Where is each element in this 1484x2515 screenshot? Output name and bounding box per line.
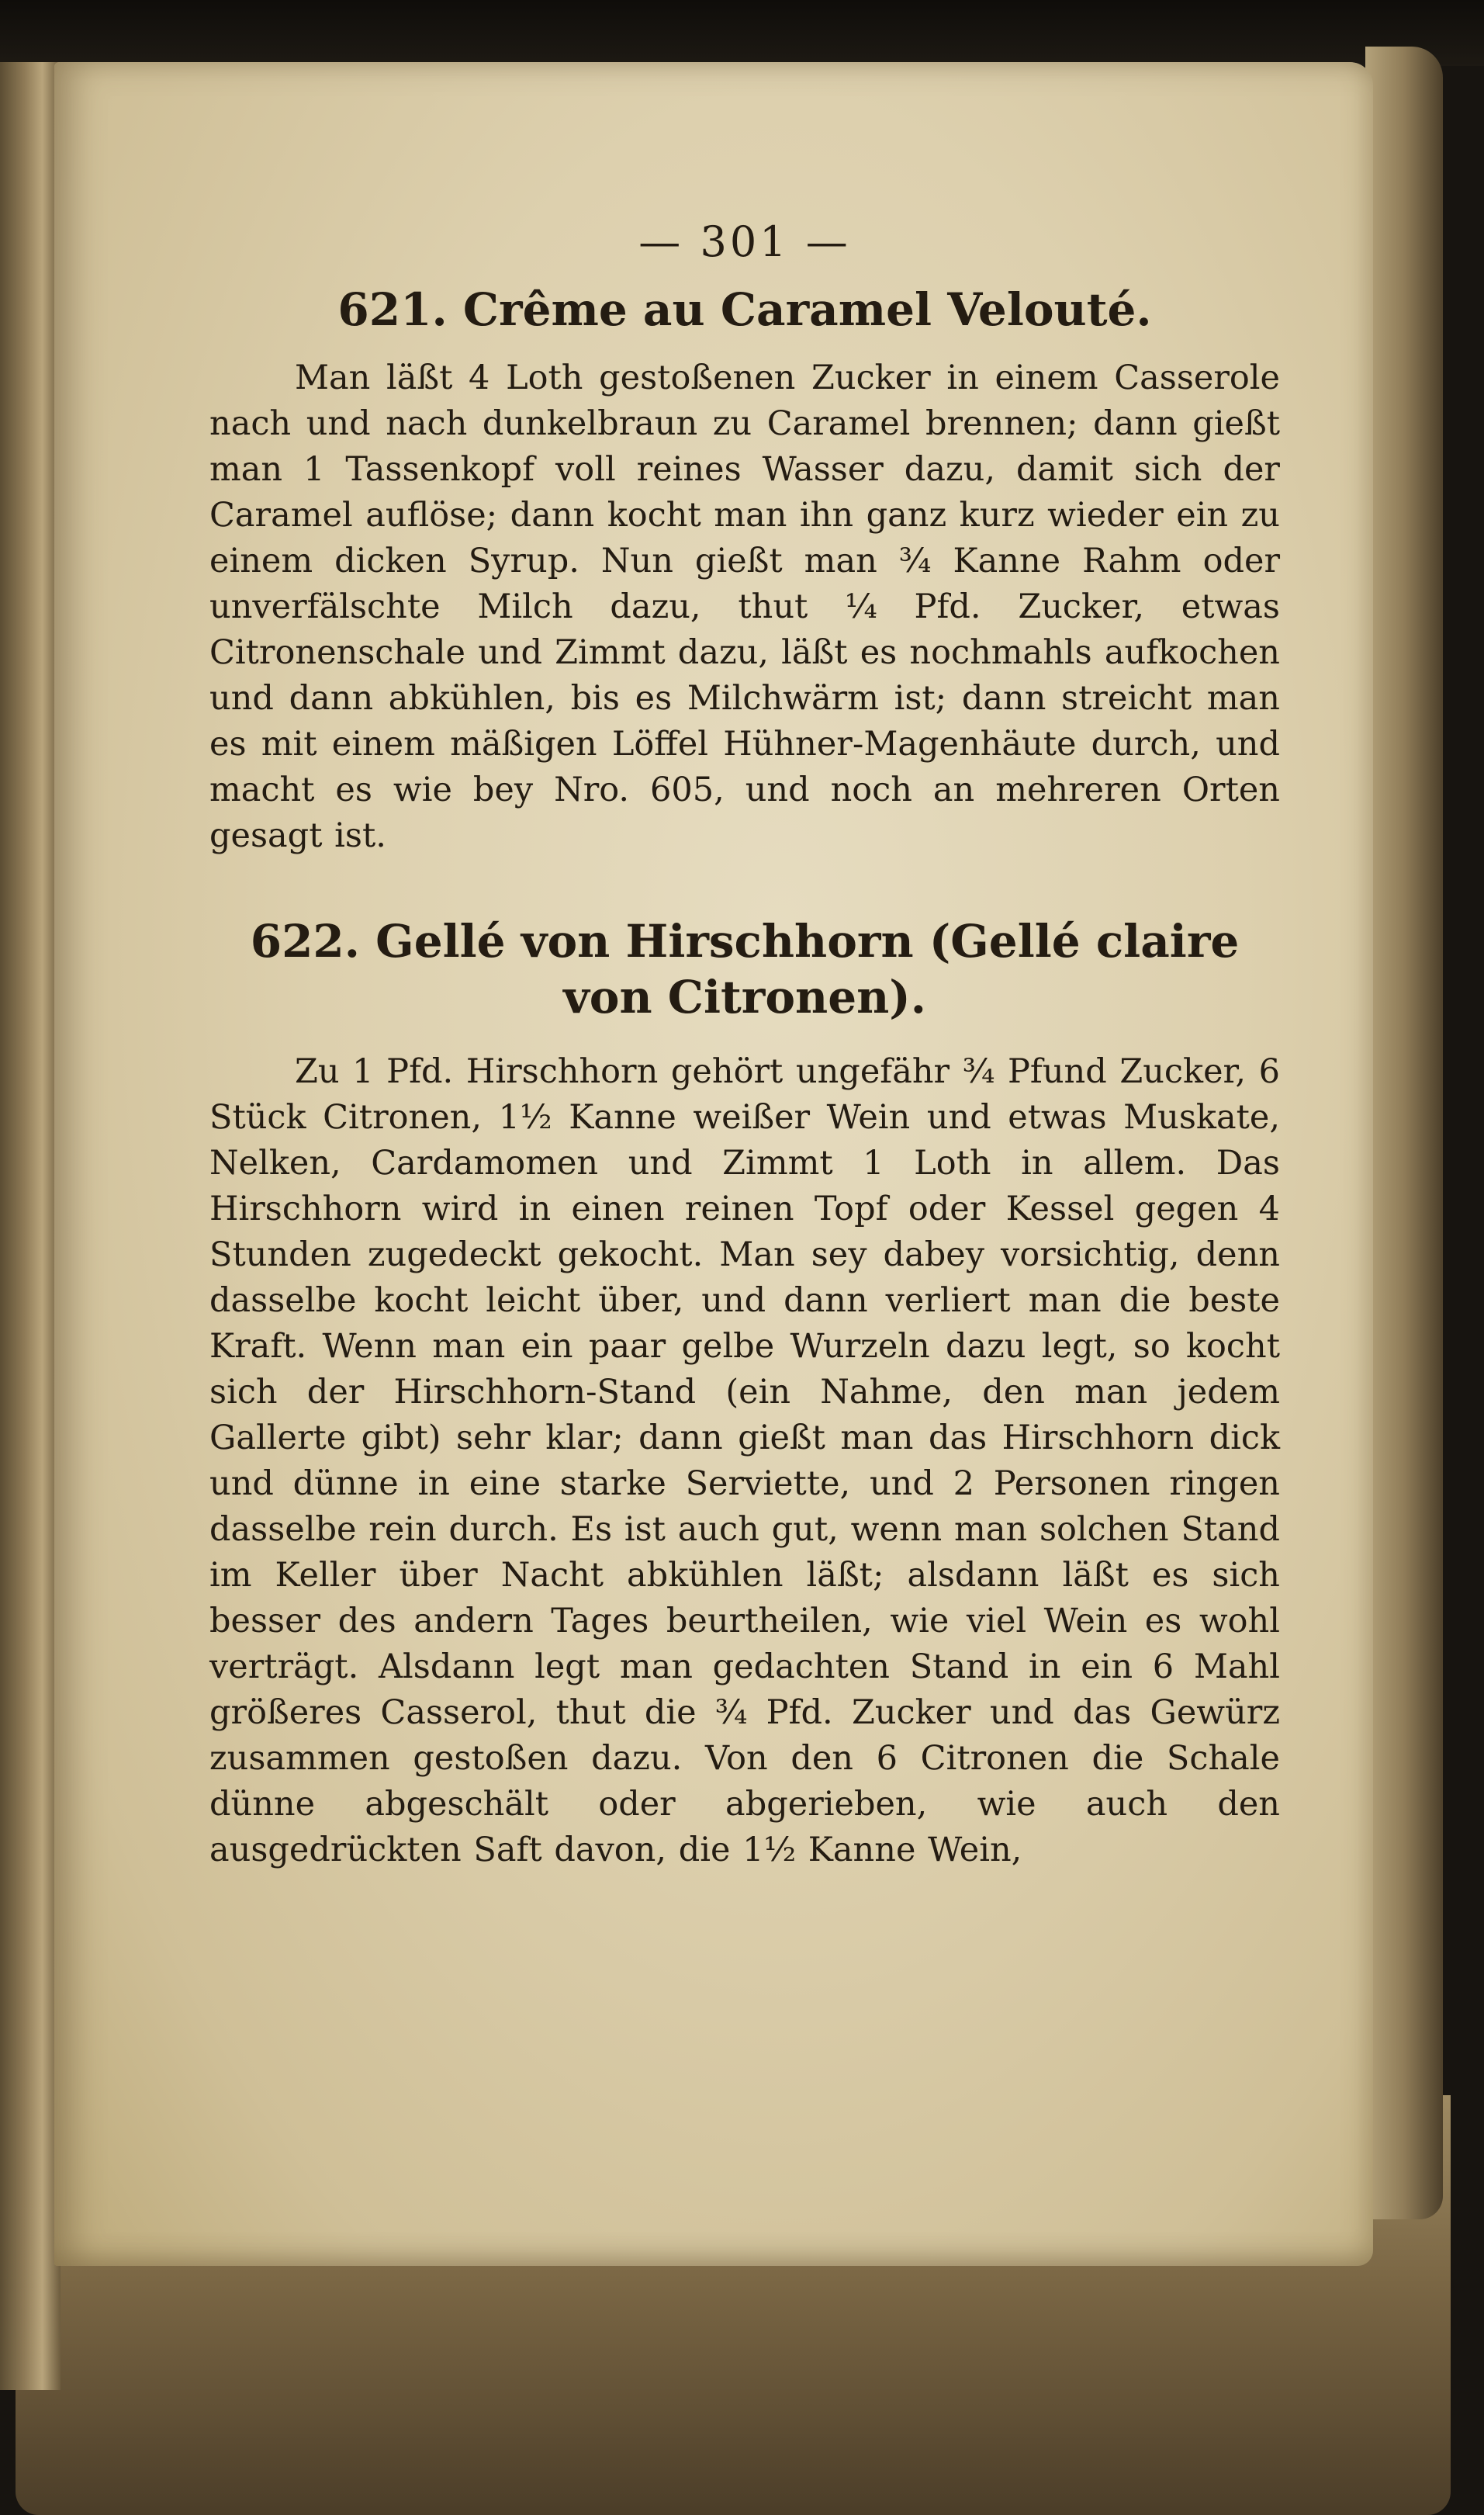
recipe-title-621: 621. Crême au Caramel Velouté.	[337, 283, 1152, 336]
facing-page-edge	[0, 62, 61, 2390]
page-number: — 301 —	[638, 217, 851, 266]
recipe-body-622: Zu 1 Pfd. Hirschhorn gehört ungefähr ¾ Pfund Zucker, 6 Stück Citronen, 1½ Kanne weißer Wein und etwas Muskate, Nelken, Cardamomen und Zimmt 1 Loth in allem. Das Hirschhorn wird in einen reinen Topf oder Kessel gegen 4 Stunden zugedeckt gekocht. Man sey dabey vorsichtig, denn dasselbe kocht leicht über, und dann verliert man die beste Kraft. Wenn man ein paar gelbe Wurzeln dazu legt, so kocht sich der Hirschhorn-Stand (ein Nahme, den man jedem Gallerte gibt) sehr klar; dann gießt man das Hirschhorn dick und dünne in eine starke Serviette, und 2 Personen ringen dasselbe rein durch. Es ist auch gut, wenn man solchen Stand im Keller über Nacht abkühlen läßt; alsdann läßt es sich besser des andern Tages beurtheilen, wie viel Wein es wohl verträgt. Alsdann legt man gedachten Stand in ein 6 Mahl größeres Casserol, thut die ¾ Pfd. Zucker und das Gewürz zusammen gestoßen dazu. Von den 6 Citronen die Schale dünne abgeschält oder abgerieben, wie auch den ausgedrückten Saft davon, die 1½ Kanne Wein,	[209, 1051, 1280, 1869]
recipe-title-622: 622. Gellé von Hirschhorn (Gellé claire von Citronen).	[250, 914, 1240, 1024]
book-page	[54, 62, 1373, 2266]
page-content	[209, 217, 1280, 1873]
dark-background	[0, 0, 1484, 66]
page-fore-edge	[1365, 47, 1443, 2219]
recipe-body-621: Man läßt 4 Loth gestoßenen Zucker in einem Casserole nach und nach dunkelbraun zu Caramel brennen; dann gießt man 1 Tassenkopf voll reines Wasser dazu, damit sich der Caramel auflöse; dann kocht man ihn ganz kurz wieder ein zu einem dicken Syrup. Nun gießt man ¾ Kanne Rahm oder unverfälschte Milch dazu, thut ¼ Pfd. Zucker, etwas Citronenschale und Zimmt dazu, läßt es nochmahls aufkochen und dann abkühlen, bis es Milchwärm ist; dann streicht man es mit einem mäßigen Löffel Hühner-Magenhäute durch, und macht es wie bey Nro. 605, und noch an mehreren Orten gesagt ist.	[209, 358, 1280, 855]
